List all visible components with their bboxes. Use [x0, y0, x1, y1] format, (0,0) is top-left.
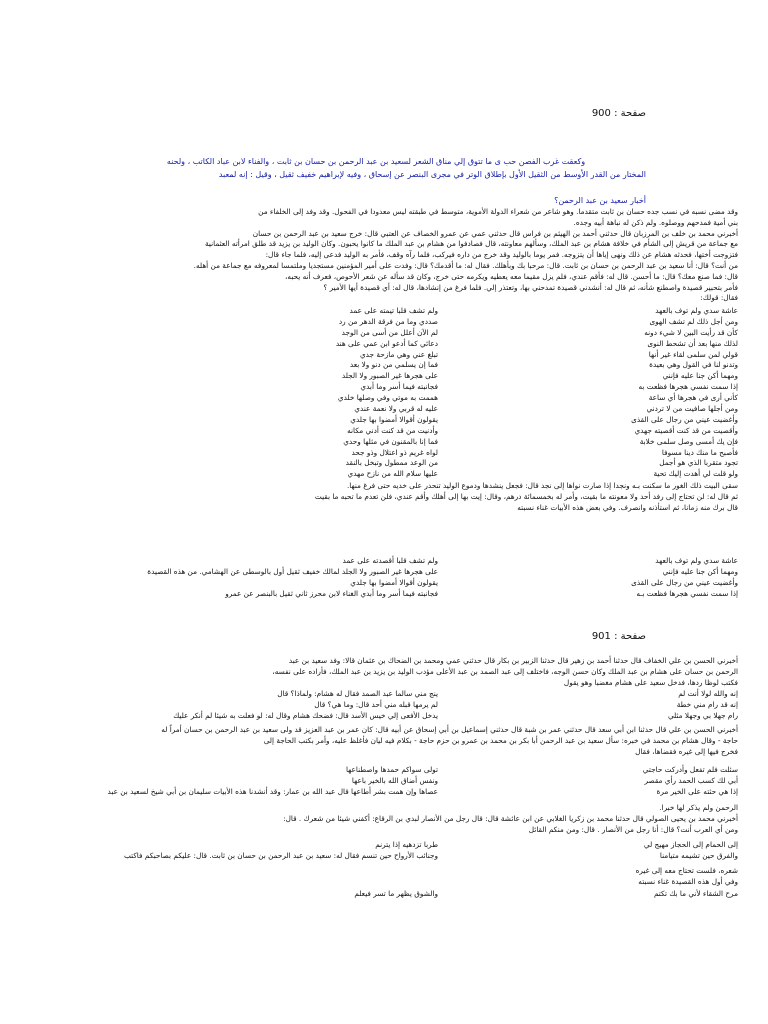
- prose-line: فتزوجت أختها، فحدثه هشام عن ذلك ونهى إياها أن يتزوجه. فمر يوما بالوليد وقد خرج من داره فيركب، فلما رآه وقف، فأمر به الوليد فدعى إليه، فلما جاء قال:: [265, 250, 738, 260]
- verse-row: [18, 426, 738, 437]
- verse-first-half: عاشة سدي ولم توف بالعهد: [655, 306, 738, 315]
- verse-row: [18, 700, 738, 711]
- verse-second-half: ونفس أضاق الله بالخير باعها: [351, 775, 438, 785]
- prose-line: فأمر بتحبير قصيدة واصطنع شأنه، ثم قال له: أنشدني قصيدة تمدحني بها، وتعتذر إلي. فلما فرغ من إنشادها، قال له: أي قصيدة أيها الأمير ؟: [323, 282, 738, 292]
- prose-line: وفي أول هذه القصيدة غناء نسبته: [638, 876, 738, 886]
- verse-second-half: وجنائب الأرواح حين تنسم فقال له: سعيد بن عبد الرحمن بن حسان بن ثابت. قال: عليكم بصاحبكم فاكتب: [123, 850, 438, 860]
- verse-first-half: إنه قد رام مني خطة: [676, 699, 738, 709]
- verse-row: [18, 404, 738, 415]
- verse-first-half: ومهما أكن جنا عليه فإنني: [662, 566, 738, 576]
- verse-second-half: عصاها وإن همت بشر أطاعها قال عبد الله بن عمار: وقد أنشدنا هذه الأبيات سليمان بن أبي شيخ لسعيد بن عبد: [107, 786, 438, 796]
- verse-first-half: وأقصيت من قد كنت أقصيته جهدي: [634, 425, 738, 435]
- verse-row: [18, 458, 738, 469]
- verse-first-half: إلى الحمام إلى الحجاز مهيج لي: [643, 840, 738, 849]
- verse-second-half: صددي وما من فرقة الدهر من رد: [338, 316, 438, 326]
- verse-row: [18, 689, 738, 700]
- verse-first-half: لذلك منها بعد أن تشحط النوى: [647, 338, 738, 348]
- page-901-label: صفحة : 901: [591, 631, 646, 642]
- verse-first-half: سئلت فلم تفعل وأدركت حاجتي: [642, 765, 738, 774]
- section-heading: أخبار سعيد بن عبد الرحمن؟: [554, 196, 646, 205]
- verse-first-half: والفرق حين تشيمه متيامنا: [659, 850, 738, 860]
- verse-second-half: فجانبته فيما أسر وما أبدي الغناء لابن محرز ثاني ثقيل بالبنصر عن عمرو: [225, 588, 438, 598]
- verse-first-half: إنه والله لولا أنت لم: [678, 689, 738, 698]
- verse-second-half: عليها سلام الله من نازح مهدي: [347, 469, 438, 479]
- verse-second-half: على هجرها غير الصبور ولا الجلد لمالك خفيف ثقيل أول بالوسطى عن الهشامي. من هذه القصيدة: [147, 566, 438, 576]
- prose-line: فقال: قولك:: [700, 293, 738, 303]
- poem-900: [18, 306, 738, 480]
- verse-first-half: وأغضيت عيني من رجال على القذى: [631, 414, 738, 424]
- verse-second-half: وأدنيت من قد كنت أدني مكانه: [347, 425, 438, 435]
- verse-row: [18, 317, 738, 328]
- verse-second-half: والشوق يظهر ما تسر فيعلم: [354, 889, 438, 898]
- verse-first-half: فأصبح ما منك دينا مسوفا: [661, 447, 738, 457]
- verse-first-half: ومن أجلها صافيت من لا تردني: [646, 404, 738, 414]
- prose-line: سقى البيت ذلك الغور ما سكنت بـه ونجدا إذا صارت نواها إلى نجد قال: فجعل ينشدها ودموع الوليد تنحدر على خديه حتى فرغ منها.: [346, 481, 738, 490]
- prose-line: الرحمن بن حسان على هشام بن عبد الملك وكان حسن الوجه، فاختلف إلى عبد الصمد بن عبد الأعلى مؤدب الوليد بن يزيد بن عبد الملك، فأراده على نفسه،: [272, 666, 738, 676]
- verse-second-half: طربا تزدهيه إذا يترنم: [375, 840, 438, 849]
- prose-line: مع جماعة من قريش إلى الشأم في خلافة هشام بن عبد الملك، وسألهم معاونته، قال فصادفوا من هشام بن عبد الملك ما كانوا يحبون. وكان الوليد بن يزيد قد طلق امرأته العثمانية: [204, 239, 738, 249]
- verse-first-half: عاشة سدي ولم توف بالعهد: [655, 556, 738, 565]
- prose-line: ومن أي العرب أنت؟ قال: أنا رجل من الأنصار . قال: ومن منكم القائل: [528, 824, 738, 834]
- verse-first-half: مرح الشقاء لأني ما بك تكتم: [653, 889, 738, 898]
- verse-second-half: ولم تشف قلبا تيمته على عمد: [349, 306, 438, 315]
- prose-line: ثم قال له: لن تحتاج إلى رفد أحد ولا معونته ما بقيت، وأمر له بخمسمائة درهم، وقال: إيت بها إلى أهلك وأقم عندي، فلن تعدم ما تحبه ما بقيت: [314, 491, 738, 501]
- verse-first-half: فإن يك أمسى وصل سلمى خلابة: [639, 436, 738, 446]
- verse-first-half: ولو قلت لي أهدت إليك تحية: [653, 469, 738, 479]
- verse-row: [18, 437, 738, 448]
- verse-row: [18, 393, 738, 404]
- verse-row: [18, 776, 738, 787]
- verse-first-half: ومهما أكن جنا عليه فإنني: [662, 371, 738, 381]
- verse-row: [18, 371, 738, 382]
- verse-first-half: كأني أرى في هجرها أي ساعة: [648, 393, 738, 403]
- prose-line: بني أمية فمدحهم ووصلوه. ولم ذكن له نباهة أبيه وجده.: [573, 217, 738, 227]
- verse-second-half: يقولون أقوالا أمضوا بها جلدي: [350, 414, 438, 424]
- verse-row: [18, 415, 738, 426]
- poem-901: [18, 689, 738, 722]
- verse-second-half: عليه له قربي ولا نعمة عندي: [354, 404, 438, 414]
- verse-row: [18, 556, 738, 567]
- intro-line-1: وكعقت غرب الفصن حب ى ما تتوق إلي مناق الشعر لسعيد بن عبد الرحمن بن حسان بن ثابت ، والفناء لابن عباد الكاتب ، ولحنه: [166, 157, 586, 166]
- page-900-label: صفحة : 900: [591, 108, 646, 119]
- poem-901-b: [18, 765, 738, 798]
- verse-first-half: وتدنو لنا في القول وهي بعيدة: [649, 360, 738, 370]
- prose-line: أخبرني محمد بن يحيى الصولي قال حدثنا محمد بن زكريا الغلابي عن ابن عائشة قال: قال رجل من الأنصار لبدي بن الرقاع: أكفني شيئا من شعرك . قال:: [283, 813, 738, 823]
- poem-901-c: [18, 840, 738, 862]
- prose-line: فخرج فيها إلى غيره فقضاها، فقال: [635, 746, 738, 756]
- verse-second-half: تولى سواكم حمدها واصطناعها: [345, 765, 438, 774]
- verse-second-half: ينج مني سالما عبد الصمد فقال له هشام: ولماذا؟ قال: [277, 689, 438, 698]
- verse-row: [18, 851, 738, 862]
- verse-first-half: أبي لك كسب الحمد رأي مقصر: [644, 775, 738, 785]
- verse-first-half: رام جهلا بي وجهلا مثلي: [667, 710, 738, 720]
- prose-line: من أنت؟ قال: أنا سعيد بن عبد الرحمن بن حسان بن ثابت. قال: مرحبا بك وبأهلك. فقال له: ما أقدمك؟ قال: وفدت على أمير المؤمنين مستجديا وملتمسا لمعروفه مع جماعة من أهله.: [193, 260, 738, 270]
- verse-row: [18, 889, 738, 900]
- verse-first-half: ومن أجل ذلك لم تشف الهوى: [649, 316, 738, 326]
- prose-line: قال: فما صنع معك؟ قال: ما أحسن. قال له: فأقم عندي، فلم يزل مقيما معه يعطيه ويكرمه حتى خرج، وكان قد سأله عن شعر الأحوص، فعرف أنه يحبه،: [285, 271, 738, 281]
- prose-line: حاجة - وقال هشام بن محمد في خبره: سأل سعيد بن عبد الرحمن أبا بكر بن محمد بن عمرو بن حزم حاجة - بكلام فيه ليان فأغلظ عليه، وأمر بكتب الحاجة إلى: [263, 735, 738, 745]
- prose-block-901: [28, 656, 738, 688]
- verse-second-half: فما إن يسلمي من دنو ولا بعد: [349, 360, 438, 370]
- verse-second-half: فما إنا بالمقنون في مثلها وحدي: [343, 436, 438, 446]
- verse-first-half: كأن قد رأيت البين لا شيء دونه: [644, 327, 738, 337]
- verse-row: [18, 382, 738, 393]
- prose-after-900: [28, 481, 738, 513]
- prose-line: وقد مضى نسبه في نسب جده حسان بن ثابت متقدما. وهو شاعر من شعراء الدولة الأموية، متوسط في طبقته ليس معدودا في الفحول. وقد وفد إلى الخلفاء من: [258, 207, 738, 216]
- verse-first-half: وأغضيت عيني من رجال على القذى: [631, 577, 738, 587]
- verse-second-half: على هجرها غير الصبور ولا الجلد: [341, 371, 438, 381]
- verse-row: [18, 711, 738, 722]
- verse-row: [18, 567, 738, 578]
- verse-row: [18, 765, 738, 776]
- verse-row: [18, 350, 738, 361]
- prose-line: فكتب لوظا ردها، فدخل سعيد على هشام مغضبا وهو يقول: [563, 677, 738, 687]
- verse-second-half: لم يرمها قبله مني أحد قال: وما هي؟ قال: [314, 699, 438, 709]
- verse-first-half: إذا سمت نفسي هجرها فظعت بـه: [636, 588, 738, 598]
- verse-row: [18, 328, 738, 339]
- verse-row: [18, 448, 738, 459]
- prose-line: قال برك منه زمانا، ثم استأذنه وانصرف. وفي بعض هذه الأبيات غناء نسبته: [517, 502, 738, 512]
- verse-second-half: هممت به موتي وفي وصلها خلدي: [337, 393, 438, 403]
- verse-row: [18, 787, 738, 798]
- prose-block-900: [28, 207, 738, 304]
- verse-second-half: فجانبته فيما أسر وما أبدي: [360, 382, 438, 392]
- verse-row: [18, 840, 738, 851]
- prose-line: شعره، فلست تحتاج معه إلى غيره: [635, 866, 738, 875]
- verse-second-half: دعائي كما أدعو ابن عمي على هند: [335, 338, 438, 348]
- prose-line: أخبرني الحسن بن علي الخفاف قال حدثنا أحمد بن زهير قال حدثنا الزبير بن بكار قال حدثني عمي ومحمد بن الضحاك بن عثمان قالا: وفد سعيد بن عبد: [288, 656, 738, 665]
- verse-first-half: تجود متقربا الذي هو أجمل: [659, 458, 738, 468]
- verse-row: [18, 360, 738, 371]
- verse-second-half: تبلغ عني وهي مازحة جدي: [359, 349, 438, 359]
- prose-after-901: [28, 866, 738, 888]
- verse-row: [18, 339, 738, 350]
- intro-line-2: المختار من القدر الأوسط من الثقيل الأول بإطلاق الوتر في مجرى البنصر عن إسحاق ، وفيه لإبراهيم خفيف ثقيل ، وقيل : إنه لمعبد: [218, 170, 646, 179]
- verse-second-half: ولم تشف قلبا أقصدته على عمد: [342, 556, 438, 565]
- verse-first-half: إذا سمت نفسي هجرها فظعت به: [638, 382, 738, 392]
- verse-row: [18, 578, 738, 589]
- verse-second-half: يقولون أقوالا أمضوا بها جلدي: [350, 577, 438, 587]
- verse-second-half: لم الآن أعلل من أسى من الوجد: [341, 327, 438, 337]
- verse-row: [18, 589, 738, 600]
- verse-second-half: من الوعد ممطول وتبخل بالنقد: [345, 458, 438, 468]
- verse-first-half: قولي لمن سلمى لقاء غير أنها: [648, 349, 738, 359]
- verse-second-half: لواه غريم ذو اعتلال وذو جحد: [351, 447, 438, 457]
- poem-900-b: [18, 556, 738, 600]
- verse-row: [18, 469, 738, 480]
- prose-line: الرحمن ولم يذكر لها خبرا.: [659, 803, 738, 812]
- verse-first-half: إذا هي حثته على الخير مرة: [656, 786, 738, 796]
- prose-middle-901: [28, 725, 738, 757]
- poem-901-d: [18, 889, 738, 900]
- verse-row: [18, 306, 738, 317]
- prose-line: أخبرني محمد بن خلف بن المرزبان قال حدثني أحمد بن الهيثم بن فراس قال حدثني عمي عن عمرو الخصاف عن العتبي قال: خرج سعيد بن عبد الرحمن بن حسان: [252, 228, 738, 238]
- prose-line: أخبرني الحسن بن علي قال حدثنا ابن أبي سعد قال حدثني عمر بن شبة قال حدثني إسماعيل بن أبي إسحاق عن أبيه قال: كان عمر بن عبد العزيز قد ولى سعيد بن عبد الرحمن بن حسان أمراً له: [161, 725, 738, 734]
- verse-second-half: يدخل الأفعى إلي خيس الأسد قال: فضحك هشام وقال له: لو فعلت به شيئا لم أنكر عليك: [173, 710, 438, 720]
- prose-middle2-901: [28, 803, 738, 835]
